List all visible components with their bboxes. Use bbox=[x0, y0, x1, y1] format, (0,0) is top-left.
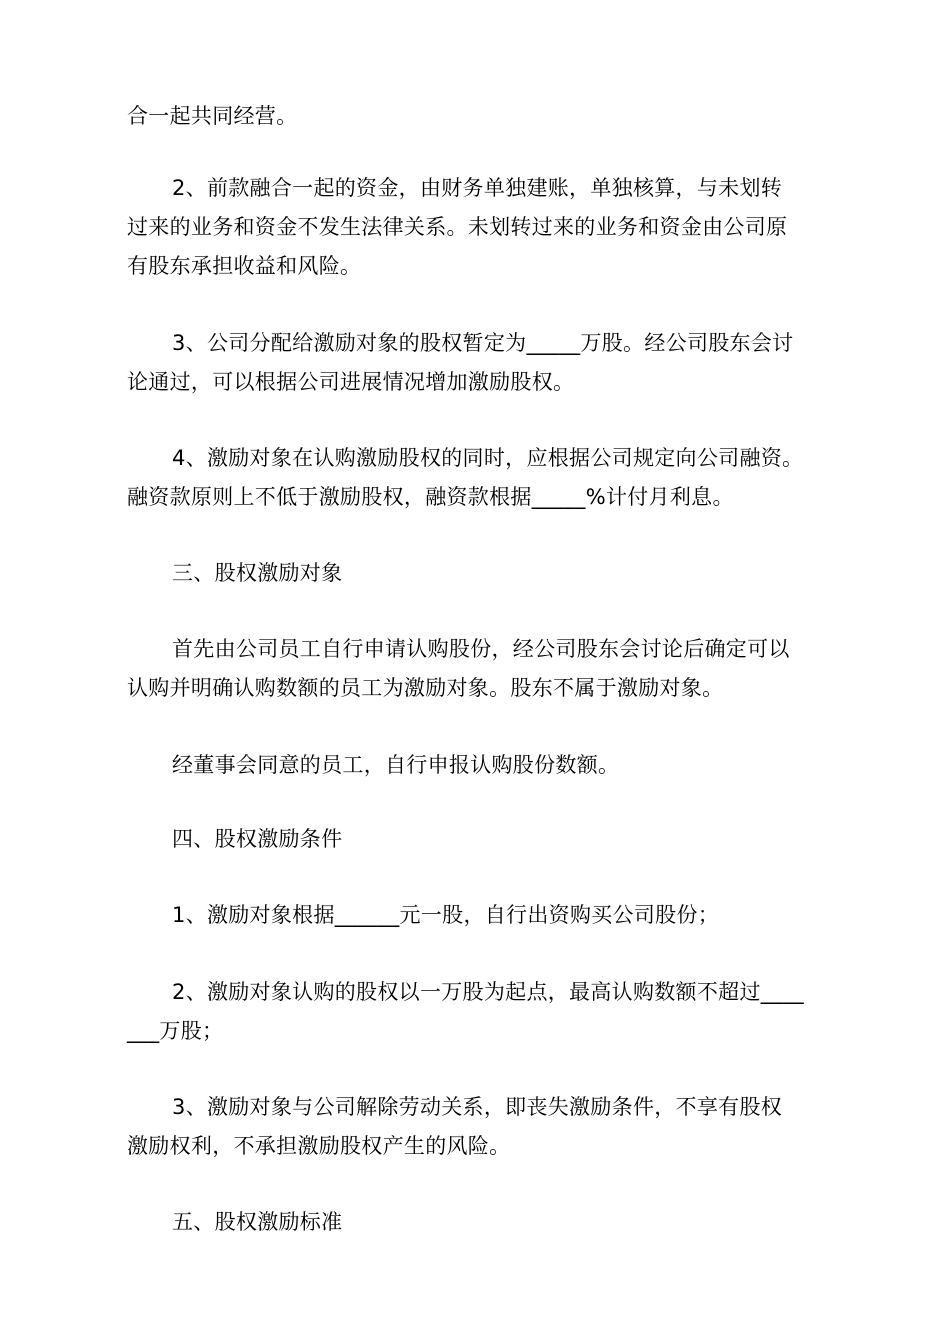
paragraph-condition-3 bbox=[127, 1088, 827, 1166]
paragraph-line: ___万股； bbox=[127, 1019, 224, 1043]
paragraph-section-3-body bbox=[127, 630, 827, 708]
paragraph-line: 激励权利，不承担激励股权产生的风险。 bbox=[127, 1134, 511, 1158]
paragraph-line: 经董事会同意的员工，自行申报认购股份数额。 bbox=[172, 753, 620, 777]
paragraph-line: 首先由公司员工自行申请认购股份，经公司股东会讨论后确定可以 bbox=[172, 637, 790, 661]
paragraph-line: 三、股权激励对象 bbox=[172, 561, 343, 585]
paragraph-clause-2 bbox=[127, 169, 827, 286]
paragraph-condition-2 bbox=[127, 973, 827, 1051]
paragraph-line: 2、前款融合一起的资金，由财务单独建账，单独核算，与未划转 bbox=[172, 176, 783, 200]
paragraph-line: 四、股权激励条件 bbox=[172, 827, 343, 851]
paragraph-clause-4 bbox=[127, 439, 827, 517]
paragraph-line: 4、激励对象在认购激励股权的同时，应根据公司规定向公司融资。 bbox=[172, 446, 804, 470]
paragraph-line: 3、激励对象与公司解除劳动关系，即丧失激励条件，不享有股权 bbox=[172, 1095, 783, 1119]
paragraph-line: 融资款原则上不低于激励股权，融资款根据_____%计付月利息。 bbox=[127, 485, 734, 509]
paragraph-line: 有股东承担收益和风险。 bbox=[127, 254, 362, 278]
paragraph-line: 3、公司分配给激励对象的股权暂定为_____万股。经公司股东会讨 bbox=[172, 331, 794, 355]
paragraph-continuation bbox=[127, 97, 827, 136]
paragraph-line: 合一起共同经营。 bbox=[127, 104, 298, 128]
paragraph-line: 1、激励对象根据______元一股，自行出资购买公司股份； bbox=[172, 903, 720, 927]
paragraph-line: 论通过，可以根据公司进展情况增加激励股权。 bbox=[127, 370, 575, 394]
section-heading-4 bbox=[127, 820, 827, 859]
section-heading-3 bbox=[127, 554, 827, 593]
paragraph-line: 五、股权激励标准 bbox=[172, 1210, 343, 1234]
paragraph-line: 2、激励对象认购的股权以一万股为起点，最高认购数额不超过____ bbox=[172, 980, 804, 1004]
paragraph-board-approval bbox=[127, 746, 827, 785]
paragraph-line: 认购并明确认购数额的员工为激励对象。股东不属于激励对象。 bbox=[127, 676, 724, 700]
paragraph-clause-3 bbox=[127, 324, 827, 402]
section-heading-5 bbox=[127, 1203, 827, 1242]
paragraph-condition-1 bbox=[127, 896, 827, 935]
paragraph-line: 过来的业务和资金不发生法律关系。未划转过来的业务和资金由公司原 bbox=[127, 215, 788, 239]
